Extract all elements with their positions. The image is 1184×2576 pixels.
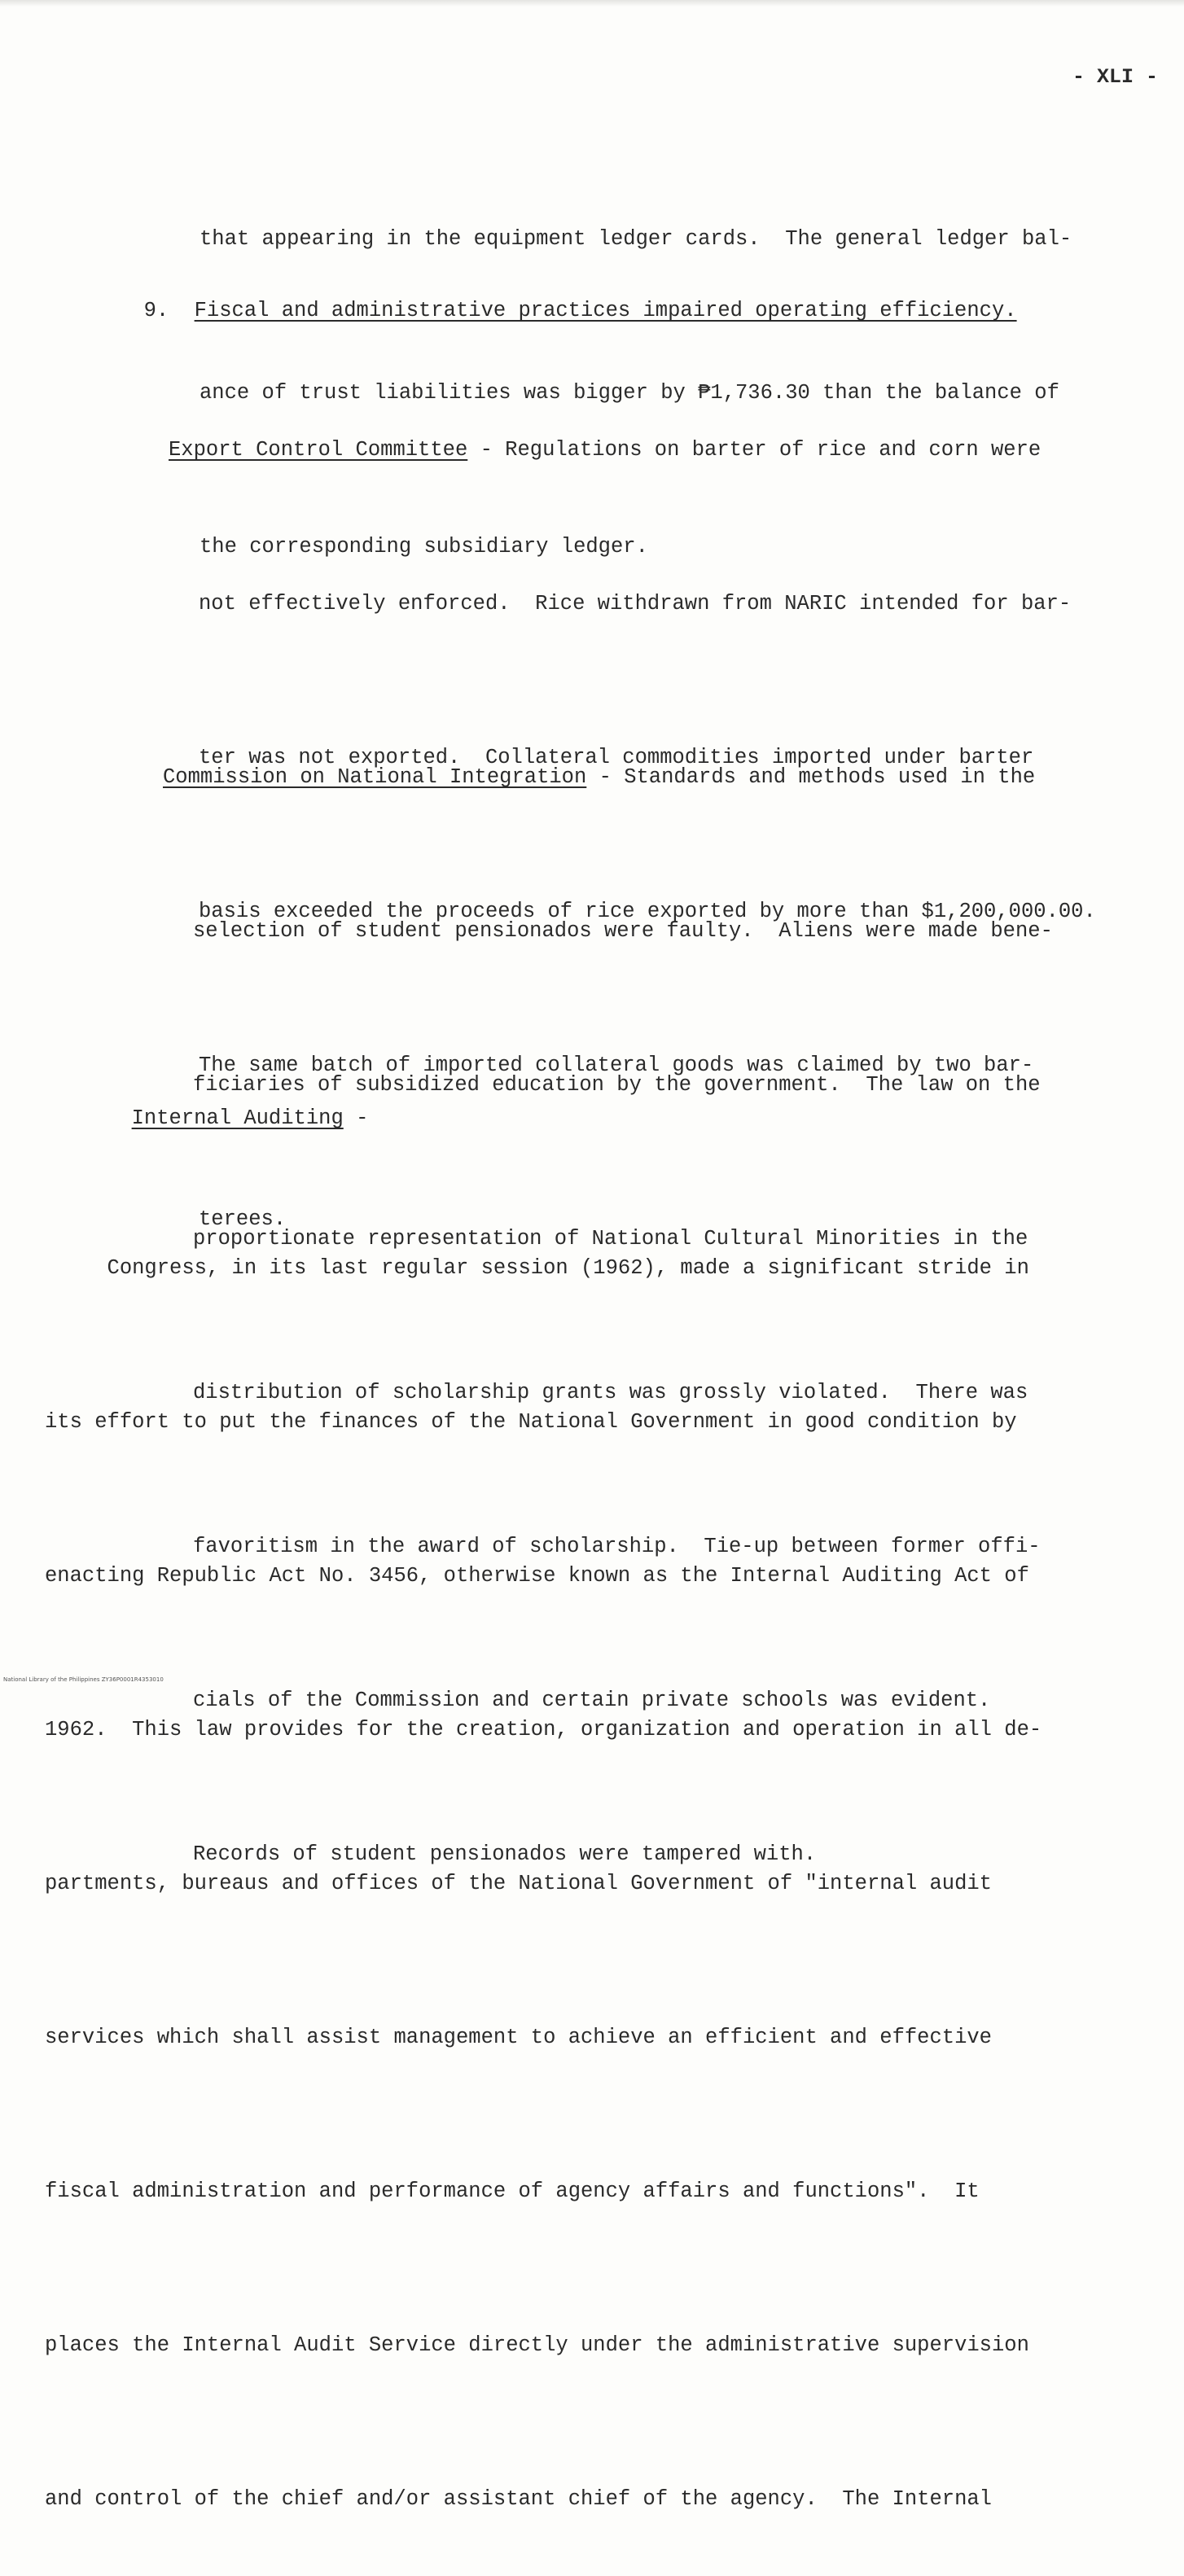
section-title-suffix: - bbox=[343, 1106, 369, 1130]
text-line: ficiaries of subsidized education by the government. The law on the bbox=[193, 1073, 1041, 1097]
text-line bbox=[169, 424, 1096, 475]
text-span: - Regulations on barter of rice and corn were bbox=[467, 438, 1041, 462]
item-number: 9. bbox=[143, 299, 169, 322]
text-line: 1962. This law provides for the creation, organization and operation in all de- bbox=[45, 1718, 1042, 1741]
text-line: proportionate representation of National Cultural Minorities in the bbox=[193, 1227, 1028, 1251]
page-number: - XLI - bbox=[1072, 65, 1158, 89]
text-line: distribution of scholarship grants was grossly violated. There was bbox=[193, 1381, 1028, 1404]
text-line: favoritism in the award of scholarship. Tie-up between former offi- bbox=[193, 1535, 1041, 1558]
text-line: services which shall assist management to achieve an efficient and effective bbox=[45, 2026, 992, 2049]
text-line: not effectively enforced. Rice withdrawn from NARIC intended for bar- bbox=[199, 592, 1072, 616]
internal-auditing-paragraph bbox=[45, 1140, 1041, 2576]
text-line: fiscal administration and performance of agency affairs and functions". It bbox=[45, 2180, 980, 2203]
item-title: Fiscal and administrative practices impaired operating efficiency. bbox=[194, 299, 1017, 322]
text-line: The same batch of imported collateral goods was claimed by two bar- bbox=[199, 1054, 1034, 1077]
section-title: Internal Auditing bbox=[131, 1106, 344, 1130]
text-line: places the Internal Audit Service directly under the administrative supervision bbox=[45, 2333, 1029, 2357]
text-line: basis exceeded the proceeds of rice exported by more than $1,200,000.00. bbox=[199, 900, 1096, 923]
text-line: Records of student pensionados were tampered with. bbox=[193, 1842, 817, 1866]
text-span: - Standards and methods used in the bbox=[586, 765, 1036, 789]
text-line bbox=[163, 751, 1053, 803]
scan-edge-shade bbox=[0, 0, 1184, 7]
text-line: and control of the chief and/or assistant chief of the agency. The Internal bbox=[45, 2487, 992, 2511]
item-9-heading bbox=[119, 275, 1017, 322]
text-line: Congress, in its last regular session (1962), made a significant stride in bbox=[45, 1256, 1029, 1280]
internal-auditing-heading bbox=[107, 1083, 368, 1130]
text-line: enacting Republic Act No. 3456, otherwise known as the Internal Auditing Act of bbox=[45, 1564, 1029, 1588]
text-line: selection of student pensionados were faulty. Aliens were made bene- bbox=[193, 919, 1053, 943]
archive-stamp: National Library of the Philippines ZY36P0001R4353010 bbox=[3, 1676, 164, 1683]
text-line: ter was not exported. Collateral commodities imported under barter bbox=[199, 746, 1034, 769]
text-line: terees. bbox=[199, 1207, 287, 1231]
text-line: ance of trust liabilities was bigger by ₱1,736.30 than the balance of bbox=[200, 381, 1059, 405]
text-line: that appearing in the equipment ledger cards. The general ledger bal- bbox=[200, 227, 1072, 251]
text-line: cials of the Commission and certain private schools was evident. bbox=[193, 1689, 991, 1712]
text-line: partments, bureaus and offices of the National Government of "internal audit bbox=[45, 1872, 992, 1895]
text-line: the corresponding subsidiary ledger. bbox=[200, 535, 648, 559]
commission-heading: Commission on National Integration bbox=[163, 765, 587, 789]
text-line: its effort to put the finances of the National Government in good condition by bbox=[45, 1410, 1017, 1434]
export-control-heading: Export Control Committee bbox=[169, 438, 468, 462]
